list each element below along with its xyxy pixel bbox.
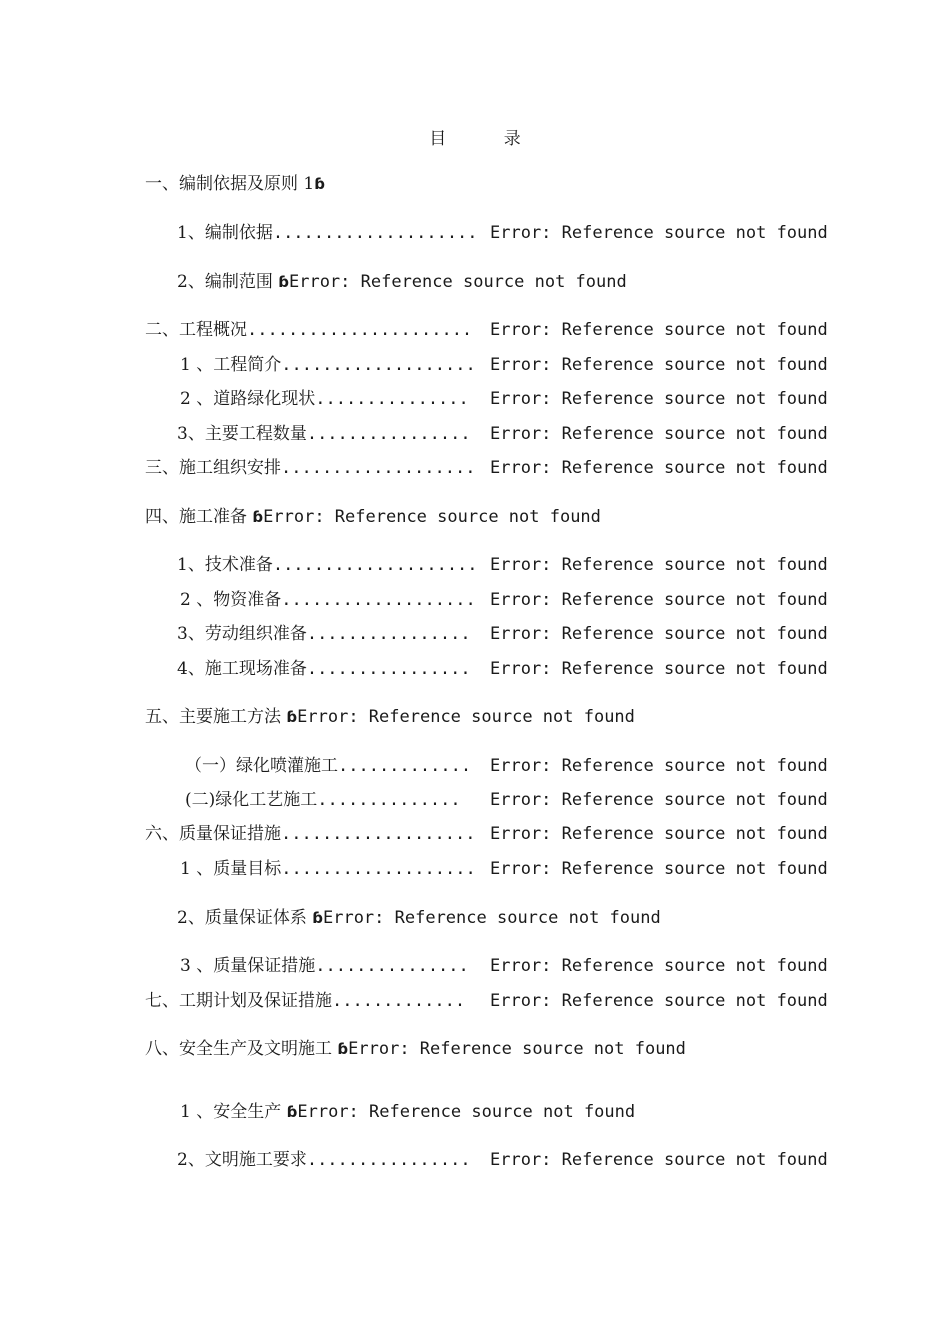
field-marker-icon: ɓ (278, 273, 289, 291)
toc-entry-error: Error: Reference source not found (490, 624, 828, 644)
toc-entry-label: 2、质量保证体系 (177, 908, 313, 928)
toc-entry-label: 三、施工组织安排 (145, 458, 281, 478)
toc-entry-error: Error: Reference source not found (490, 991, 828, 1011)
field-marker-icon: ɓ (312, 909, 323, 927)
toc-entry-label: 1、编制依据 (177, 223, 273, 243)
toc-entry[interactable] (180, 588, 476, 612)
toc-leader-dots: ................... (281, 458, 476, 478)
toc-entry[interactable] (180, 353, 476, 377)
toc-entry-error: Error: Reference source not found (348, 1039, 686, 1059)
toc-entry-label: 1、技术准备 (177, 555, 273, 575)
toc-leader-dots: ................ (306, 659, 471, 679)
field-marker-icon: ɓ (252, 508, 264, 526)
toc-leader-dots: ................... (281, 859, 476, 879)
toc-entry-label: 2、文明施工要求 (177, 1150, 307, 1170)
toc-entry-error: Error: Reference source not found (490, 424, 828, 444)
toc-entry-error: Error: Reference source not found (288, 272, 627, 292)
toc-entry[interactable] (145, 989, 465, 1013)
toc-entry[interactable] (177, 422, 471, 446)
toc-leader-dots: ................ (306, 424, 471, 444)
toc-entry-label: 2、编制范围 (177, 272, 279, 292)
toc-entry[interactable] (145, 318, 472, 342)
toc-entry-label: (二)绿化工艺施工 (185, 790, 318, 810)
toc-entry-label: 一、编制依据及原则 1 (145, 174, 315, 194)
toc-entry[interactable] (145, 705, 635, 729)
toc-entry[interactable] (177, 906, 661, 930)
toc-entry[interactable] (180, 387, 469, 411)
toc-entry-error: Error: Reference source not found (490, 223, 828, 243)
toc-entry[interactable] (177, 657, 471, 681)
toc-leader-dots: ................ (306, 624, 471, 644)
toc-leader-dots: .............. (317, 790, 461, 810)
toc-entry-label: 2 、道路绿化现状 (180, 389, 316, 409)
toc-entry-label: （一）绿化喷灌施工 (185, 756, 338, 776)
toc-leader-dots: .................... (272, 223, 478, 243)
toc-leader-dots: ............... (315, 956, 469, 976)
toc-leader-dots: ............. (338, 756, 472, 776)
toc-entry-error: Error: Reference source not found (297, 707, 635, 727)
toc-entry-error: Error: Reference source not found (322, 908, 661, 928)
toc-entry-error: Error: Reference source not found (490, 555, 828, 575)
toc-entry-label: 3、劳动组织准备 (177, 624, 307, 644)
toc-leader-dots: ................... (281, 355, 476, 375)
toc-entry[interactable] (177, 1148, 471, 1172)
toc-entry-error: Error: Reference source not found (490, 824, 828, 844)
toc-leader-dots: ................ (306, 1150, 471, 1170)
toc-entry[interactable] (185, 754, 471, 778)
toc-entry[interactable] (177, 553, 478, 577)
toc-entry-label: 七、工期计划及保证措施 (145, 991, 332, 1011)
toc-entry[interactable] (145, 1037, 686, 1061)
toc-entry-label: 1 、质量目标 (180, 859, 282, 879)
toc-title: 目 录 (429, 129, 547, 149)
toc-entry[interactable] (177, 622, 471, 646)
toc-leader-dots: ............. (332, 991, 466, 1011)
toc-entry-error: Error: Reference source not found (297, 1102, 636, 1122)
toc-entry-error: Error: Reference source not found (490, 458, 828, 478)
toc-entry-error: Error: Reference source not found (490, 320, 828, 340)
toc-entry-label: 五、主要施工方法 (145, 707, 287, 727)
field-marker-icon: ɓ (286, 708, 298, 726)
toc-leader-dots: ................... (281, 824, 476, 844)
field-marker-icon: ɓ (286, 1103, 298, 1121)
toc-entry-error: Error: Reference source not found (490, 355, 828, 375)
toc-entry-label: 1 、工程简介 (180, 355, 282, 375)
toc-entry-error: Error: Reference source not found (490, 790, 828, 810)
toc-entry[interactable] (145, 505, 601, 529)
field-marker-icon: ɓ (337, 1040, 349, 1058)
toc-entry-label: 4、施工现场准备 (177, 659, 307, 679)
toc-entry[interactable] (145, 456, 475, 480)
toc-entry-label: 四、施工准备 (145, 507, 253, 527)
toc-entry-error: Error: Reference source not found (490, 956, 828, 976)
toc-entry-error: Error: Reference source not found (263, 507, 601, 527)
toc-entry-error: Error: Reference source not found (490, 659, 828, 679)
toc-entry-label: 3 、质量保证措施 (180, 956, 316, 976)
toc-entry-label: 2 、物资准备 (180, 590, 282, 610)
field-marker-icon: ɓ (314, 175, 325, 193)
toc-entry[interactable] (145, 172, 325, 196)
toc-leader-dots: ................... (281, 590, 476, 610)
toc-entry-error: Error: Reference source not found (490, 389, 828, 409)
toc-entry-label: 二、工程概况 (145, 320, 247, 340)
toc-entry-error: Error: Reference source not found (490, 590, 828, 610)
toc-entry[interactable] (180, 954, 469, 978)
toc-entry-error: Error: Reference source not found (490, 756, 828, 776)
toc-entry[interactable] (177, 221, 478, 245)
toc-entry[interactable] (180, 1100, 635, 1124)
toc-entry-error: Error: Reference source not found (490, 1150, 828, 1170)
toc-entry-label: 八、安全生产及文明施工 (145, 1039, 338, 1059)
toc-entry-label: 1 、安全生产 (180, 1102, 287, 1122)
toc-leader-dots: .................... (272, 555, 478, 575)
toc-entry[interactable] (180, 857, 476, 881)
toc-entry[interactable] (177, 270, 627, 294)
toc-entry-error: Error: Reference source not found (490, 859, 828, 879)
toc-leader-dots: ...................... (247, 320, 473, 340)
toc-entry-label: 六、质量保证措施 (145, 824, 281, 844)
toc-entry[interactable] (145, 822, 475, 846)
toc-entry[interactable] (185, 788, 461, 812)
toc-entry-label: 3、主要工程数量 (177, 424, 307, 444)
toc-leader-dots: ............... (315, 389, 469, 409)
